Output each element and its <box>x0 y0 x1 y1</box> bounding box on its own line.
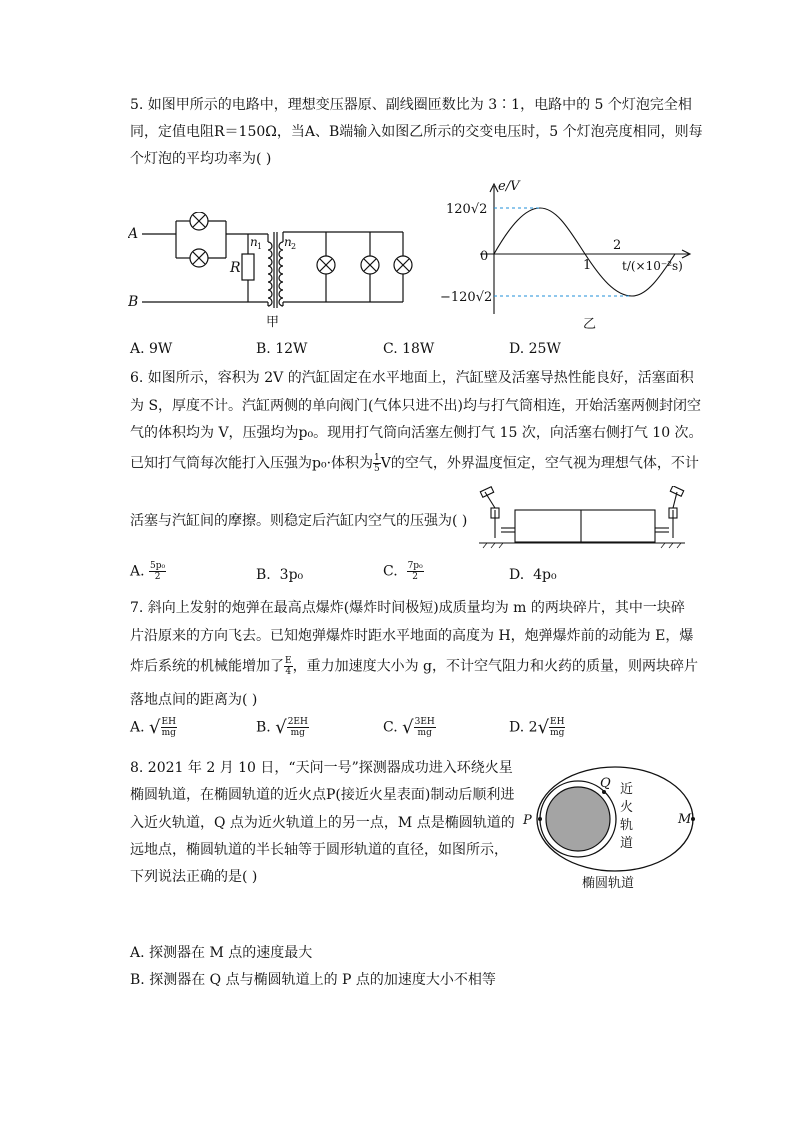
graph-y-axis-label: e/V <box>498 179 520 194</box>
q8-line-2: 椭圆轨道，在椭圆轨道的近火点P(接近火星表面)制动后顺利进 <box>130 787 515 803</box>
q8-line-4: 远地点，椭圆轨道的半长轴等于圆形轨道的直径，如图所示， <box>130 842 508 858</box>
graph-caption: 乙 <box>583 317 597 332</box>
graph-y-top-label: 120√2 <box>446 202 488 217</box>
q6-option-a[interactable]: A. $\frac{\text{5p₀}}{2}$ <box>130 561 166 582</box>
lamp-icon <box>394 256 412 274</box>
cylinder-diagram <box>477 486 687 550</box>
voltage-graph <box>440 176 700 334</box>
resistor-label: R <box>230 260 241 276</box>
graph-origin-label: 0 <box>480 249 489 264</box>
graph-tick-2: 2 <box>613 238 622 253</box>
q6-option-c[interactable]: C. $\frac{\text{7p₀}}{2}$ <box>383 561 423 582</box>
lamp-icon <box>190 212 208 230</box>
n2-sub: 2 <box>291 242 297 251</box>
q6-line-5: 活塞与汽缸间的摩擦。则稳定后汽缸内空气的压强为( ) <box>130 513 468 529</box>
q5-option-a[interactable]: A. 9W <box>130 341 173 357</box>
graph-y-bottom-label: −120√2 <box>440 290 493 305</box>
terminal-a-label: A <box>128 226 139 242</box>
q6-line-2: 为 S，厚度不计。汽缸两侧的单向阀门(气体只进不出)均与打气筒相连，开始活塞两侧封闭空 <box>130 398 701 414</box>
q6-line-1: 6. 如图所示，容积为 2V 的汽缸固定在水平地面上，汽缸壁及活塞导热性能良好，活塞面积 <box>130 370 694 386</box>
graph-tick-1: 1 <box>583 258 592 273</box>
q5-option-d[interactable]: D. 25W <box>509 341 561 357</box>
q5-line-2: 同，定值电阻R＝150Ω，当A、B端输入如图乙所示的交变电压时，5 个灯泡亮度相同，则每 <box>130 124 703 140</box>
lamp-icon <box>361 256 379 274</box>
q8-line-3: 入近火轨道，Q 点为近火轨道上的另一点，M 点是椭圆轨道的 <box>130 815 515 831</box>
q5-option-b[interactable]: B. 12W <box>256 341 308 357</box>
n1-label: n <box>250 235 258 249</box>
fraction: $\frac{1}{5}$ <box>374 453 380 474</box>
lamp-icon <box>190 249 208 267</box>
q8-line-5: 下列说法正确的是( ) <box>130 869 258 885</box>
n1-sub: 1 <box>257 242 263 251</box>
orbit-diagram <box>520 765 700 895</box>
q5-line-1: 5. 如图甲所示的电路中，理想变压器原、副线圈匝数比为 3∶1，电路中的 5 个灯泡完全相 <box>130 97 692 113</box>
near-orbit-label-1: 近 <box>620 782 634 797</box>
q8-line-1: 8. 2021 年 2 月 10 日，“天问一号”探测器成功进入环绕火星 <box>130 760 513 776</box>
q6-line-3: 气的体积均为 V，压强均为p₀。现用打气筒向活塞左侧打气 15 次，向活塞右侧打气 10 次。 <box>130 425 703 441</box>
point-q-label: Q <box>600 776 611 791</box>
q7-option-d[interactable]: D. 2√ $\frac{EH}{mg}$ <box>509 717 565 738</box>
q7-line-1: 7. 斜向上发射的炮弹在最高点爆炸(爆炸时间极短)成质量均为 m 的两块碎片，其中一块碎 <box>130 600 685 616</box>
q7-option-c[interactable]: C. √ $\frac{3EH}{mg}$ <box>383 717 435 738</box>
q7-line-4: 落地点间的距离为( ) <box>130 692 258 708</box>
graph-x-axis-label: t/(×10⁻²s) <box>622 259 683 273</box>
n2-label: n <box>284 235 292 249</box>
point-m-label: M <box>678 812 692 827</box>
near-orbit-label-3: 轨 <box>620 818 634 833</box>
terminal-b-label: B <box>128 294 139 310</box>
ellipse-orbit-caption: 椭圆轨道 <box>582 876 635 891</box>
q6-option-d[interactable]: D. 4p₀ <box>509 567 557 583</box>
q5-option-c[interactable]: C. 18W <box>383 341 435 357</box>
q8-option-a[interactable]: A. 探测器在 M 点的速度最大 <box>130 945 313 961</box>
q8-option-b[interactable]: B. 探测器在 Q 点与椭圆轨道上的 P 点的加速度大小不相等 <box>130 972 496 988</box>
q6-option-b[interactable]: B. 3p₀ <box>256 567 304 583</box>
fraction: $\frac{E}{4}$ <box>285 656 292 677</box>
q7-option-b[interactable]: B. √ $\frac{2EH}{mg}$ <box>256 717 308 738</box>
q7-line-2: 片沿原来的方向飞去。已知炮弹爆炸时距水平地面的高度为 H，炮弹爆炸前的动能为 E，爆 <box>130 628 694 644</box>
circuit-caption: 甲 <box>266 315 280 330</box>
near-orbit-label-4: 道 <box>620 836 634 851</box>
circuit-diagram <box>128 212 418 332</box>
q7-option-a[interactable]: A. √ $\frac{EH}{mg}$ <box>130 717 176 738</box>
q6-line-4: 已知打气筒每次能打入压强为p₀·体积为 $\frac{1}{5}$ V的空气，外界温度恒定，空气视为理想气体，不计 <box>130 453 699 474</box>
point-p-label: P <box>523 813 532 828</box>
lamp-icon <box>317 256 335 274</box>
near-orbit-label-2: 火 <box>620 800 634 815</box>
q7-line-3: 炸后系统的机械能增加了 $\frac{E}{4}$ ，重力加速度大小为 g，不计空气阻力和火药的质量，则两块碎片 <box>130 656 698 677</box>
q5-line-3: 个灯泡的平均功率为( ) <box>130 151 272 167</box>
